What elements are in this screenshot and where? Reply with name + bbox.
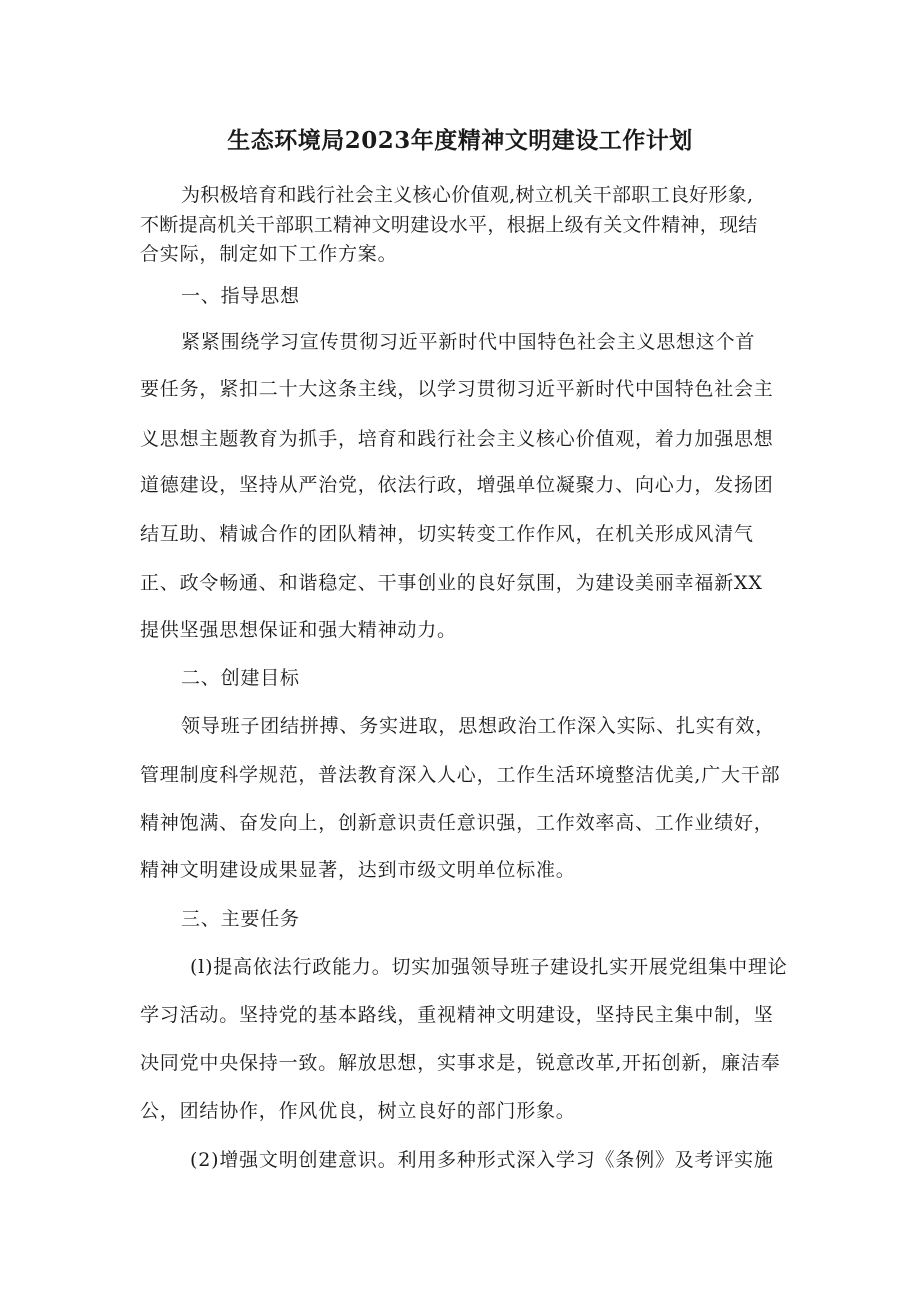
paragraph-line: 决同党中央保持一致。解放思想，实事求是，锐意改革,开拓创新，廉洁奉 <box>140 1052 781 1074</box>
paragraph-line: 结互助、精诚合作的团队精神，切实转变工作作风，在机关形成风清气 <box>140 523 754 545</box>
section-heading: 三、主要任务 <box>181 908 300 930</box>
paragraph-line: 公，团结协作，作风优良，树立良好的部门形象。 <box>140 1100 576 1122</box>
paragraph-line: 提供坚强思想保证和强大精神动力。 <box>140 619 457 641</box>
paragraph-line: 紧紧围绕学习宣传贯彻习近平新时代中国特色社会主义思想这个首 <box>181 331 756 353</box>
paragraph-line: (l)提高依法行政能力。切实加强领导班子建设扎实开展党组集中理论 <box>190 956 788 978</box>
paragraph-line: 精神文明建设成果显著，达到市级文明单位标准。 <box>140 859 576 881</box>
paragraph-line: (2)增强文明创建意识。利用多种形式深入学习《条例》及考评实施 <box>190 1149 774 1171</box>
document-title: 生态环境局2023年度精神文明建设工作计划 <box>227 127 693 154</box>
paragraph-line: 精神饱满、奋发向上，创新意识责任意识强，工作效率高、工作业绩好， <box>140 812 774 834</box>
paragraph-line: 学习活动。坚持党的基本路线，重视精神文明建设，坚持民主集中制，坚 <box>140 1004 774 1026</box>
paragraph-line: 领导班子团结拼搏、务实进取，思想政治工作深入实际、扎实有效， <box>181 715 776 737</box>
paragraph-line: 合实际，制定如下工作方案。 <box>140 243 398 265</box>
paragraph-line: 管理制度科学规范，普法教育深入人心，工作生活环境整洁优美,广大干部 <box>140 764 781 786</box>
section-heading: 一、指导思想 <box>181 285 300 307</box>
paragraph-line: 为积极培育和践行社会主义核心价值观,树立机关干部职工良好形象, <box>181 184 754 206</box>
paragraph-line: 正、政令畅通、和谐稳定、干事创业的良好氛围，为建设美丽幸福新XX <box>140 572 763 594</box>
paragraph-line: 要任务，紧扣二十大这条主线，以学习贯彻习近平新时代中国特色社会主 <box>140 378 774 400</box>
paragraph-line: 义思想主题教育为抓手，培育和践行社会主义核心价值观，着力加强思想 <box>140 428 774 450</box>
paragraph-line: 道德建设，坚持从严治党，依法行政，增强单位凝聚力、向心力，发扬团 <box>140 474 774 496</box>
paragraph-line: 不断提高机关干部职工精神文明建设水平，根据上级有关文件精神，现结 <box>140 214 758 236</box>
section-heading: 二、创建目标 <box>181 667 300 689</box>
